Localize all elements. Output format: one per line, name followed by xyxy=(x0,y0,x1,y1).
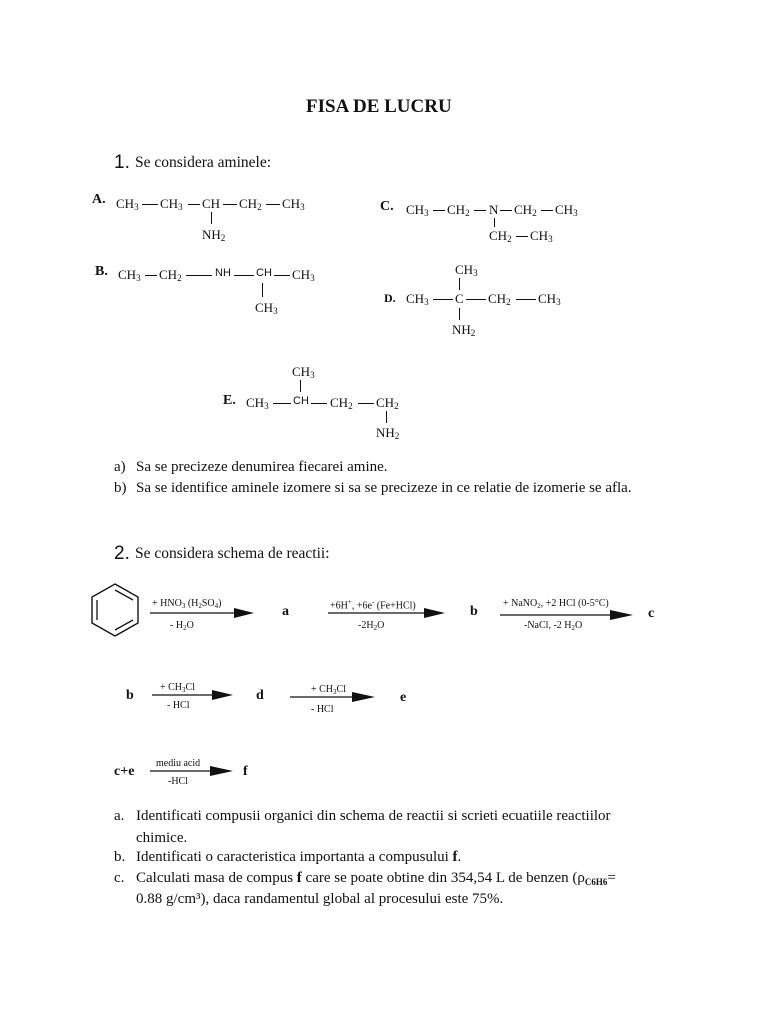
amine-d-nh2: $NH_2$ xyxy=(452,322,476,338)
amine-b-c1: $CH_3$ xyxy=(118,267,141,283)
amine-c-branch-ch3: $CH_3$ xyxy=(530,228,553,244)
row1-arrow2-above: +6H+, +6e- (Fe+HCl) xyxy=(330,598,416,612)
ex1-question-a: a) Sa se precizeze denumirea fiecarei amine. xyxy=(114,459,388,475)
amine-a-nh2: $NH_2$ xyxy=(202,227,226,243)
amine-d-c4: $CH_3$ xyxy=(538,291,561,307)
row2-arrow1-icon xyxy=(152,690,234,700)
row3-start: c+e xyxy=(114,764,135,779)
row1-arrow2-icon xyxy=(328,608,446,618)
row2-arrow1-below: - HCl xyxy=(167,700,190,711)
row1-arrow1-above: + $HNO_3$ $(H_2SO_4)$ xyxy=(152,598,222,610)
amine-b-c2: $CH_2$ xyxy=(159,267,182,283)
exercise-1-intro: Se considera aminele: xyxy=(135,154,272,171)
amine-d-c3: $CH_2$ xyxy=(488,291,511,307)
product-f: f xyxy=(243,764,248,779)
row2-arrow2-above: + $CH_3Cl$ xyxy=(311,684,346,696)
row1-arrow3-above: + NaNO$_2$, +2 HCl (0-5°C) xyxy=(503,598,609,610)
row1-arrow3-icon xyxy=(500,610,634,620)
row2-start-b: b xyxy=(126,688,134,703)
exercise-2-number: 2. xyxy=(114,543,130,564)
ex2-question-c-cont: 0.88 g/cm³), daca randamentul global al procesului este 75%. xyxy=(136,891,504,907)
product-c: c xyxy=(648,606,655,621)
ex1-question-b: b) Sa se identifice aminele izomere si sa se precizeze in ce relatie de izomerie se afla. xyxy=(114,480,632,496)
row2-arrow1-above: + $CH_3Cl$ xyxy=(160,682,195,694)
row1-arrow1-icon xyxy=(150,608,255,618)
amine-e-c1: $CH_3$ xyxy=(246,395,269,411)
amine-b-nh: NH xyxy=(215,267,231,279)
row1-arrow1-below: - $H_2O$ xyxy=(170,620,194,632)
page-title: FISA DE LUCRU xyxy=(306,96,452,117)
amine-d-label: D. xyxy=(384,291,396,305)
amine-e-top-ch3: $CH_3$ xyxy=(292,364,315,380)
amine-a-c3: CH xyxy=(202,196,221,211)
row3-arrow-icon xyxy=(150,766,234,776)
exercise-1-number: 1. xyxy=(114,152,130,173)
product-e: e xyxy=(400,690,407,705)
amine-a-label: A. xyxy=(92,192,106,207)
amine-a-c5: $CH_3$ xyxy=(282,196,305,212)
ex2-question-b: b. Identificati o caracteristica importanta a compusului f. xyxy=(114,849,462,865)
amine-c-c3: $CH_2$ xyxy=(514,202,537,218)
amine-e-c3: $CH_2$ xyxy=(330,395,353,411)
amine-c-c2: $CH_2$ xyxy=(447,202,470,218)
amine-b-label: B. xyxy=(95,264,108,279)
exercise-2-intro: Se considera schema de reactii: xyxy=(135,545,330,562)
amine-d-c1: $CH_3$ xyxy=(406,291,429,307)
amine-b-ch3-branch: $CH_3$ xyxy=(255,300,278,316)
ex2-question-a-cont: chimice. xyxy=(136,830,188,846)
amine-c-c4: $CH_3$ xyxy=(555,202,578,218)
product-a: a xyxy=(282,604,289,619)
amine-b-c5: $CH_3$ xyxy=(292,267,315,283)
amine-b-ch: CH xyxy=(256,267,272,279)
amine-d-top-ch3: $CH_3$ xyxy=(455,262,478,278)
amine-a-c4: $CH_2$ xyxy=(239,196,262,212)
product-b: b xyxy=(470,604,478,619)
ex2-question-a: a. Identificati compusii organici din schema de reactii si scrieti ecuatiile reactiilor xyxy=(114,808,611,824)
amine-c-branch-ch2: $CH_2$ xyxy=(489,228,512,244)
amine-e-c4: $CH_2$ xyxy=(376,395,399,411)
row2-arrow2-below: - HCl xyxy=(311,704,334,715)
row1-arrow2-below: $-2H_2O$ xyxy=(358,620,385,632)
row1-arrow3-below: -NaCl, -2 $H_2O$ xyxy=(524,620,583,632)
ex2-question-c: c. Calculati masa de compus f care se poate obtine din 354,54 L de benzen ($\rho_{C6H6}=$ xyxy=(114,870,616,887)
row2-arrow2-icon xyxy=(290,692,376,702)
row3-arrow-below: -HCl xyxy=(168,776,188,787)
amine-c-label: C. xyxy=(380,199,394,214)
amine-a-c1: $CH_3$ xyxy=(116,196,139,212)
product-d: d xyxy=(256,688,264,703)
amine-c-c1: $CH_3$ xyxy=(406,202,429,218)
amine-e-ch: CH xyxy=(293,395,309,407)
amine-e-nh2: $NH_2$ xyxy=(376,425,400,441)
amine-c-n: N xyxy=(489,202,499,217)
amine-a-c2: $CH_3$ xyxy=(160,196,183,212)
amine-e-label: E. xyxy=(223,393,236,408)
benzene-ring-icon xyxy=(88,583,148,643)
amine-d-c: C xyxy=(455,291,464,306)
row3-arrow-above: mediu acid xyxy=(156,758,201,769)
